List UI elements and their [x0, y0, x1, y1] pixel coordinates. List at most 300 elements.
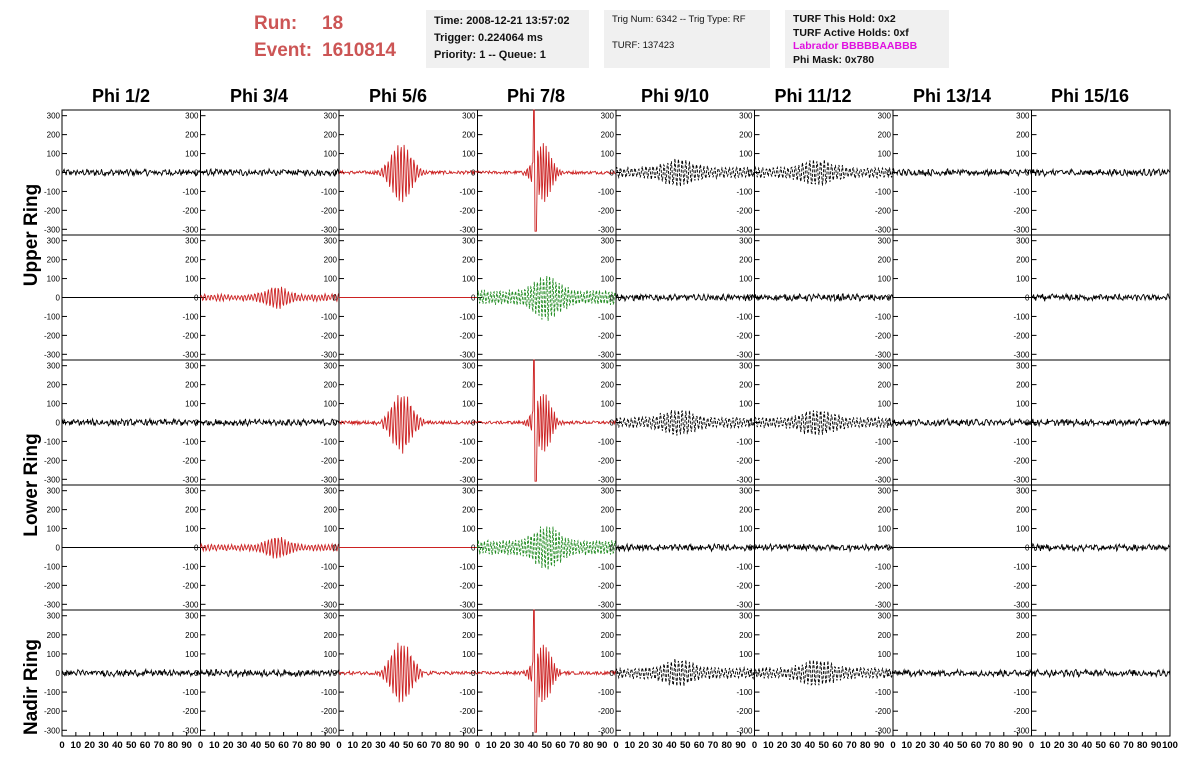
x-tick-label: 0 — [890, 740, 896, 751]
x-tick-label: 60 — [693, 740, 705, 751]
waveform-trace — [893, 419, 1032, 426]
x-tick-label: 20 — [915, 740, 926, 751]
y-tick-label: 300 — [1016, 611, 1030, 621]
y-tick-label: 0 — [194, 168, 199, 178]
y-tick-label: -300 — [43, 225, 60, 235]
y-tick-label: -100 — [874, 437, 891, 447]
y-tick-label: -200 — [182, 206, 199, 216]
waveform-trace — [339, 643, 478, 703]
y-tick-label: -300 — [1013, 726, 1030, 736]
y-tick-label: 300 — [185, 361, 199, 371]
panel-frame — [755, 110, 894, 235]
column-header-5: Phi 9/10 — [640, 86, 710, 106]
y-tick-label: 300 — [46, 236, 60, 246]
x-tick-label: 90 — [458, 740, 469, 751]
y-tick-label: 300 — [462, 236, 476, 246]
y-tick-label: 0 — [609, 543, 614, 553]
y-tick-label: 200 — [46, 505, 60, 515]
y-tick-label: 100 — [877, 274, 891, 284]
x-tick-label: 30 — [1067, 740, 1079, 751]
waveform-trace — [1032, 169, 1171, 176]
waveform-trace — [755, 660, 894, 685]
y-tick-label: 0 — [332, 418, 337, 428]
y-tick-label: 300 — [46, 611, 60, 621]
waveform-trace — [755, 544, 894, 551]
y-tick-label: -300 — [1013, 350, 1030, 360]
x-tick-label: 10 — [763, 740, 774, 751]
x-tick-label: 80 — [167, 740, 179, 751]
y-tick-label: 300 — [600, 486, 614, 496]
y-tick-label: 0 — [471, 669, 476, 678]
x-tick-label: 50 — [679, 740, 691, 751]
y-tick-label: -100 — [597, 562, 614, 572]
x-tick-label: 10 — [209, 740, 220, 751]
y-tick-label: -100 — [320, 437, 337, 447]
x-tick-label: 80 — [860, 740, 871, 751]
y-tick-label: 200 — [46, 130, 60, 140]
y-tick-label: -200 — [43, 581, 60, 591]
x-tick-label: 10 — [901, 740, 913, 751]
y-tick-label: -200 — [182, 331, 199, 341]
y-tick-label: -100 — [320, 562, 337, 572]
y-tick-label: 100 — [185, 524, 199, 534]
y-tick-label: 100 — [877, 399, 891, 409]
x-tick-label: 50 — [125, 740, 137, 751]
y-tick-label: -100 — [874, 688, 891, 698]
trigger-text: Trigger: 0.224064 ms — [434, 32, 543, 44]
y-tick-label: -200 — [459, 707, 476, 717]
y-tick-label: -100 — [1013, 562, 1030, 572]
y-tick-label: -300 — [874, 600, 891, 610]
y-tick-label: 0 — [471, 543, 476, 553]
x-tick-label: 20 — [499, 740, 511, 751]
y-tick-label: -100 — [43, 312, 60, 322]
x-tick-label: 50 — [1095, 740, 1107, 751]
labrador-text: Labrador BBBBBAABBB — [793, 40, 918, 52]
y-tick-label: 100 — [323, 149, 337, 159]
y-tick-label: -300 — [43, 600, 60, 610]
y-tick-label: -100 — [597, 688, 614, 698]
ring-label-lower: Lower Ring — [21, 433, 42, 537]
y-tick-label: -200 — [43, 331, 60, 341]
y-tick-label: 0 — [748, 418, 753, 428]
waveform-trace — [616, 294, 755, 301]
y-tick-label: 200 — [877, 505, 891, 515]
y-tick-label: -300 — [43, 726, 60, 736]
x-tick-label: 60 — [278, 740, 289, 751]
y-tick-label: 300 — [185, 236, 199, 246]
y-tick-label: 0 — [886, 669, 891, 678]
y-tick-label: 200 — [1016, 130, 1030, 140]
x-tick-label: 50 — [402, 740, 414, 751]
x-tick-label: 10 — [486, 740, 497, 751]
y-tick-label: -200 — [597, 581, 614, 591]
y-tick-label: -200 — [43, 206, 60, 216]
x-tick-label: 0 — [197, 740, 204, 751]
y-tick-label: -300 — [597, 225, 614, 235]
waveform-trace — [616, 659, 755, 686]
y-tick-label: 0 — [471, 293, 476, 303]
x-tick-label: 30 — [652, 740, 663, 751]
x-tick-label: 0 — [59, 740, 65, 751]
y-tick-label: -100 — [182, 688, 199, 698]
y-tick-label: 100 — [600, 524, 614, 534]
y-tick-label: 200 — [323, 630, 337, 640]
y-tick-label: 200 — [739, 505, 753, 515]
y-tick-label: -100 — [320, 312, 337, 322]
x-tick-label: 60 — [1109, 740, 1120, 751]
y-tick-label: -300 — [459, 726, 476, 736]
y-tick-label: 100 — [600, 149, 614, 159]
y-tick-label: 200 — [877, 130, 891, 140]
y-tick-label: -100 — [182, 562, 199, 572]
waveform-trace — [1032, 294, 1171, 301]
x-tick-label: 40 — [250, 740, 262, 751]
y-tick-label: 300 — [600, 611, 614, 621]
y-tick-label: 100 — [739, 649, 753, 659]
ring-label-upper: Upper Ring — [21, 183, 42, 287]
y-tick-label: 300 — [185, 486, 199, 496]
event-value: 1610814 — [322, 40, 396, 61]
y-tick-label: -100 — [182, 437, 199, 447]
x-tick-label: 70 — [430, 740, 442, 751]
y-tick-label: -200 — [320, 581, 337, 591]
y-tick-label: 0 — [748, 293, 753, 303]
y-tick-label: 200 — [600, 130, 614, 140]
waveform-trace — [339, 395, 478, 453]
y-tick-label: 300 — [600, 361, 614, 371]
y-tick-label: 300 — [1016, 236, 1030, 246]
y-tick-label: 200 — [185, 130, 199, 140]
waveform-trace — [1032, 669, 1171, 677]
x-tick-label: 30 — [236, 740, 248, 751]
x-tick-label: 50 — [818, 740, 830, 751]
y-tick-label: -200 — [874, 206, 891, 216]
waveform-trace — [616, 410, 755, 436]
y-tick-label: -300 — [736, 475, 753, 485]
y-tick-label: 100 — [1016, 524, 1030, 534]
waveform-trace — [893, 169, 1032, 176]
y-tick-label: 100 — [600, 399, 614, 409]
y-tick-label: -200 — [874, 456, 891, 466]
y-tick-label: 300 — [739, 611, 753, 621]
y-tick-label: 100 — [462, 149, 476, 159]
y-tick-label: 0 — [1025, 543, 1030, 553]
x-tick-label: 90 — [1012, 740, 1023, 751]
y-tick-label: -200 — [459, 456, 476, 466]
x-tick-label: 40 — [527, 740, 539, 751]
x-tick-label: 60 — [832, 740, 843, 751]
x-tick-label: 40 — [804, 740, 816, 751]
y-tick-label: 0 — [886, 168, 891, 178]
x-tick-label: 20 — [361, 740, 372, 751]
x-tick-label: 0 — [613, 740, 619, 751]
y-tick-label: -300 — [182, 600, 199, 610]
x-tick-label: 0 — [751, 740, 758, 751]
y-tick-label: -200 — [459, 331, 476, 341]
y-tick-label: 300 — [877, 611, 891, 621]
y-tick-label: 200 — [462, 380, 476, 390]
y-tick-label: -100 — [1013, 688, 1030, 698]
y-tick-label: 0 — [332, 543, 337, 553]
waveform-trace — [755, 160, 894, 186]
y-tick-label: 200 — [185, 630, 199, 640]
x-tick-label: 90 — [181, 740, 192, 751]
x-tick-label: 10 — [1040, 740, 1051, 751]
y-tick-label: 0 — [886, 418, 891, 428]
y-tick-label: 0 — [332, 669, 337, 678]
y-tick-label: 0 — [609, 418, 614, 428]
y-tick-label: 200 — [600, 255, 614, 265]
x-tick-label: 70 — [846, 740, 857, 751]
y-tick-label: 100 — [185, 274, 199, 284]
y-tick-label: -200 — [597, 456, 614, 466]
y-tick-label: 0 — [332, 293, 337, 303]
y-tick-label: -300 — [459, 475, 476, 485]
y-tick-label: 100 — [185, 149, 199, 159]
x-tick-label: 80 — [444, 740, 456, 751]
column-header-7: Phi 13/14 — [912, 86, 992, 106]
ring-label-nadir: Nadir Ring — [21, 638, 42, 736]
y-tick-label: -200 — [182, 456, 199, 466]
y-tick-label: 300 — [185, 111, 199, 121]
y-tick-label: 200 — [185, 255, 199, 265]
y-tick-label: -300 — [874, 350, 891, 360]
y-tick-label: -300 — [459, 600, 476, 610]
column-header-6: Phi 11/12 — [774, 86, 852, 106]
y-tick-label: 100 — [1016, 649, 1030, 659]
y-tick-label: 200 — [462, 630, 476, 640]
y-tick-label: 300 — [323, 361, 337, 371]
y-tick-label: 200 — [323, 130, 337, 140]
x-tick-label: 40 — [389, 740, 400, 751]
y-tick-label: -200 — [182, 707, 199, 717]
y-tick-label: -100 — [459, 437, 476, 447]
y-tick-label: 200 — [877, 380, 891, 390]
x-tick-label: 80 — [1137, 740, 1148, 751]
y-tick-label: -100 — [43, 562, 60, 572]
priority-text: Priority: 1 -- Queue: 1 — [434, 49, 546, 61]
y-tick-label: 100 — [739, 399, 753, 409]
y-tick-label: -200 — [1013, 331, 1030, 341]
y-tick-label: -300 — [1013, 225, 1030, 235]
run-value: 18 — [322, 13, 344, 34]
y-tick-label: 100 — [462, 274, 476, 284]
waveform-trace — [1032, 544, 1171, 551]
y-tick-label: -300 — [320, 600, 337, 610]
y-tick-label: -200 — [736, 331, 753, 341]
y-tick-label: -100 — [597, 312, 614, 322]
y-tick-label: 100 — [46, 274, 60, 284]
x-tick-label: 50 — [956, 740, 968, 751]
x-tick-label: 90 — [735, 740, 746, 751]
y-tick-label: 0 — [55, 418, 60, 428]
y-tick-label: 300 — [462, 486, 476, 496]
waveform-trace — [478, 360, 617, 481]
x-tick-label: 100 — [1162, 740, 1178, 751]
y-tick-label: 0 — [1025, 669, 1030, 678]
x-tick-label: 20 — [222, 740, 234, 751]
y-tick-label: -100 — [597, 437, 614, 447]
y-tick-label: 200 — [600, 380, 614, 390]
y-tick-label: -100 — [1013, 312, 1030, 322]
waveform-trace — [339, 145, 478, 202]
y-tick-label: -100 — [874, 187, 891, 197]
x-tick-label: 20 — [776, 740, 788, 751]
y-tick-label: -300 — [736, 225, 753, 235]
y-tick-label: 200 — [739, 380, 753, 390]
panel-frame — [1032, 485, 1171, 610]
y-tick-label: 200 — [462, 505, 476, 515]
waveform-trace — [1032, 419, 1171, 426]
waveform-trace — [62, 169, 201, 176]
y-tick-label: 200 — [600, 505, 614, 515]
y-tick-label: 100 — [600, 649, 614, 659]
y-tick-label: 100 — [877, 649, 891, 659]
y-tick-label: -100 — [874, 562, 891, 572]
y-tick-label: 300 — [462, 611, 476, 621]
y-tick-label: -100 — [597, 187, 614, 197]
y-tick-label: 300 — [46, 111, 60, 121]
x-tick-label: 50 — [541, 740, 553, 751]
y-tick-label: -100 — [459, 562, 476, 572]
y-tick-label: -300 — [736, 350, 753, 360]
y-tick-label: 0 — [471, 168, 476, 178]
waveform-trace — [616, 544, 755, 551]
y-tick-label: -100 — [1013, 437, 1030, 447]
x-tick-label: 10 — [70, 740, 82, 751]
y-tick-label: 300 — [1016, 111, 1030, 121]
y-tick-label: -200 — [320, 206, 337, 216]
waveform-trace — [201, 419, 340, 426]
column-header-4: Phi 7/8 — [506, 86, 566, 106]
y-tick-label: -100 — [736, 437, 753, 447]
x-tick-label: 70 — [1123, 740, 1134, 751]
y-tick-label: 200 — [46, 630, 60, 640]
y-tick-label: 0 — [194, 669, 199, 678]
y-tick-label: 200 — [185, 380, 199, 390]
y-tick-label: 0 — [748, 168, 753, 178]
x-tick-label: 10 — [347, 740, 359, 751]
x-tick-label: 10 — [624, 740, 636, 751]
y-tick-label: -300 — [320, 350, 337, 360]
waveform-trace — [478, 524, 617, 570]
y-tick-label: -100 — [182, 187, 199, 197]
x-tick-label: 20 — [638, 740, 649, 751]
y-tick-label: -300 — [874, 475, 891, 485]
waveform-trace — [62, 669, 201, 676]
y-tick-label: -300 — [874, 726, 891, 736]
turf-active-holds-text: TURF Active Holds: 0xf — [793, 26, 909, 39]
y-tick-label: -300 — [597, 475, 614, 485]
y-tick-label: 200 — [462, 255, 476, 265]
y-tick-label: 200 — [1016, 630, 1030, 640]
y-tick-label: 300 — [600, 111, 614, 121]
y-tick-label: -100 — [736, 562, 753, 572]
column-header-3: Phi 5/6 — [368, 86, 428, 106]
waveform-trace — [201, 537, 340, 558]
y-tick-label: 0 — [748, 669, 753, 678]
y-tick-label: 200 — [600, 630, 614, 640]
y-tick-label: 300 — [323, 486, 337, 496]
y-tick-label: 0 — [55, 543, 60, 553]
y-tick-label: -300 — [43, 475, 60, 485]
y-tick-label: 300 — [877, 236, 891, 246]
y-tick-label: -100 — [320, 688, 337, 698]
column-header-1: Phi 1/2 — [91, 86, 151, 106]
y-tick-label: -200 — [736, 456, 753, 466]
x-tick-label: 0 — [336, 740, 342, 751]
y-tick-label: -200 — [320, 707, 337, 717]
y-tick-label: 100 — [739, 274, 753, 284]
x-tick-label: 90 — [1150, 740, 1162, 751]
y-tick-label: 300 — [739, 361, 753, 371]
y-tick-label: -100 — [43, 187, 60, 197]
x-tick-label: 70 — [569, 740, 580, 751]
y-tick-label: 300 — [185, 611, 199, 621]
y-tick-label: -200 — [43, 456, 60, 466]
waveform-trace — [478, 610, 617, 732]
x-tick-label: 70 — [984, 740, 996, 751]
y-tick-label: 200 — [739, 130, 753, 140]
y-tick-label: -100 — [43, 688, 60, 698]
x-tick-label: 30 — [513, 740, 525, 751]
y-tick-label: 200 — [877, 630, 891, 640]
y-tick-label: 200 — [739, 630, 753, 640]
y-tick-label: -300 — [459, 225, 476, 235]
y-tick-label: 0 — [609, 168, 614, 178]
y-tick-label: 300 — [462, 361, 476, 371]
x-tick-label: 30 — [98, 740, 109, 751]
y-tick-label: -300 — [874, 225, 891, 235]
y-tick-label: 0 — [609, 293, 614, 303]
y-tick-label: 0 — [1025, 293, 1030, 303]
y-tick-label: 0 — [1025, 418, 1030, 428]
x-tick-label: 70 — [707, 740, 719, 751]
y-tick-label: -100 — [43, 437, 60, 447]
y-tick-label: 0 — [55, 669, 60, 678]
y-tick-label: 0 — [886, 293, 891, 303]
x-tick-label: 50 — [264, 740, 276, 751]
y-tick-label: 100 — [1016, 399, 1030, 409]
y-tick-label: -200 — [1013, 456, 1030, 466]
x-tick-label: 90 — [873, 740, 885, 751]
event-label: Event: — [254, 40, 313, 61]
y-tick-label: -100 — [736, 187, 753, 197]
y-tick-label: 300 — [1016, 486, 1030, 496]
y-tick-label: -300 — [736, 726, 753, 736]
waveform-trace — [201, 169, 340, 176]
y-tick-label: -100 — [459, 312, 476, 322]
y-tick-label: -200 — [597, 331, 614, 341]
y-tick-label: -200 — [182, 581, 199, 591]
waveform-trace — [201, 669, 340, 677]
waveform-trace — [201, 287, 340, 309]
y-tick-label: -200 — [320, 331, 337, 341]
y-tick-label: 0 — [332, 168, 337, 178]
y-tick-label: 200 — [1016, 255, 1030, 265]
y-tick-label: -300 — [459, 350, 476, 360]
y-tick-label: 100 — [462, 649, 476, 659]
y-tick-label: 100 — [600, 274, 614, 284]
y-tick-label: -200 — [597, 206, 614, 216]
y-tick-label: -100 — [874, 312, 891, 322]
y-tick-label: 0 — [748, 543, 753, 553]
time-text: Time: 2008-12-21 13:57:02 — [434, 15, 570, 27]
y-tick-label: -300 — [320, 475, 337, 485]
column-header-2: Phi 3/4 — [229, 86, 289, 106]
x-tick-label: 70 — [292, 740, 303, 751]
